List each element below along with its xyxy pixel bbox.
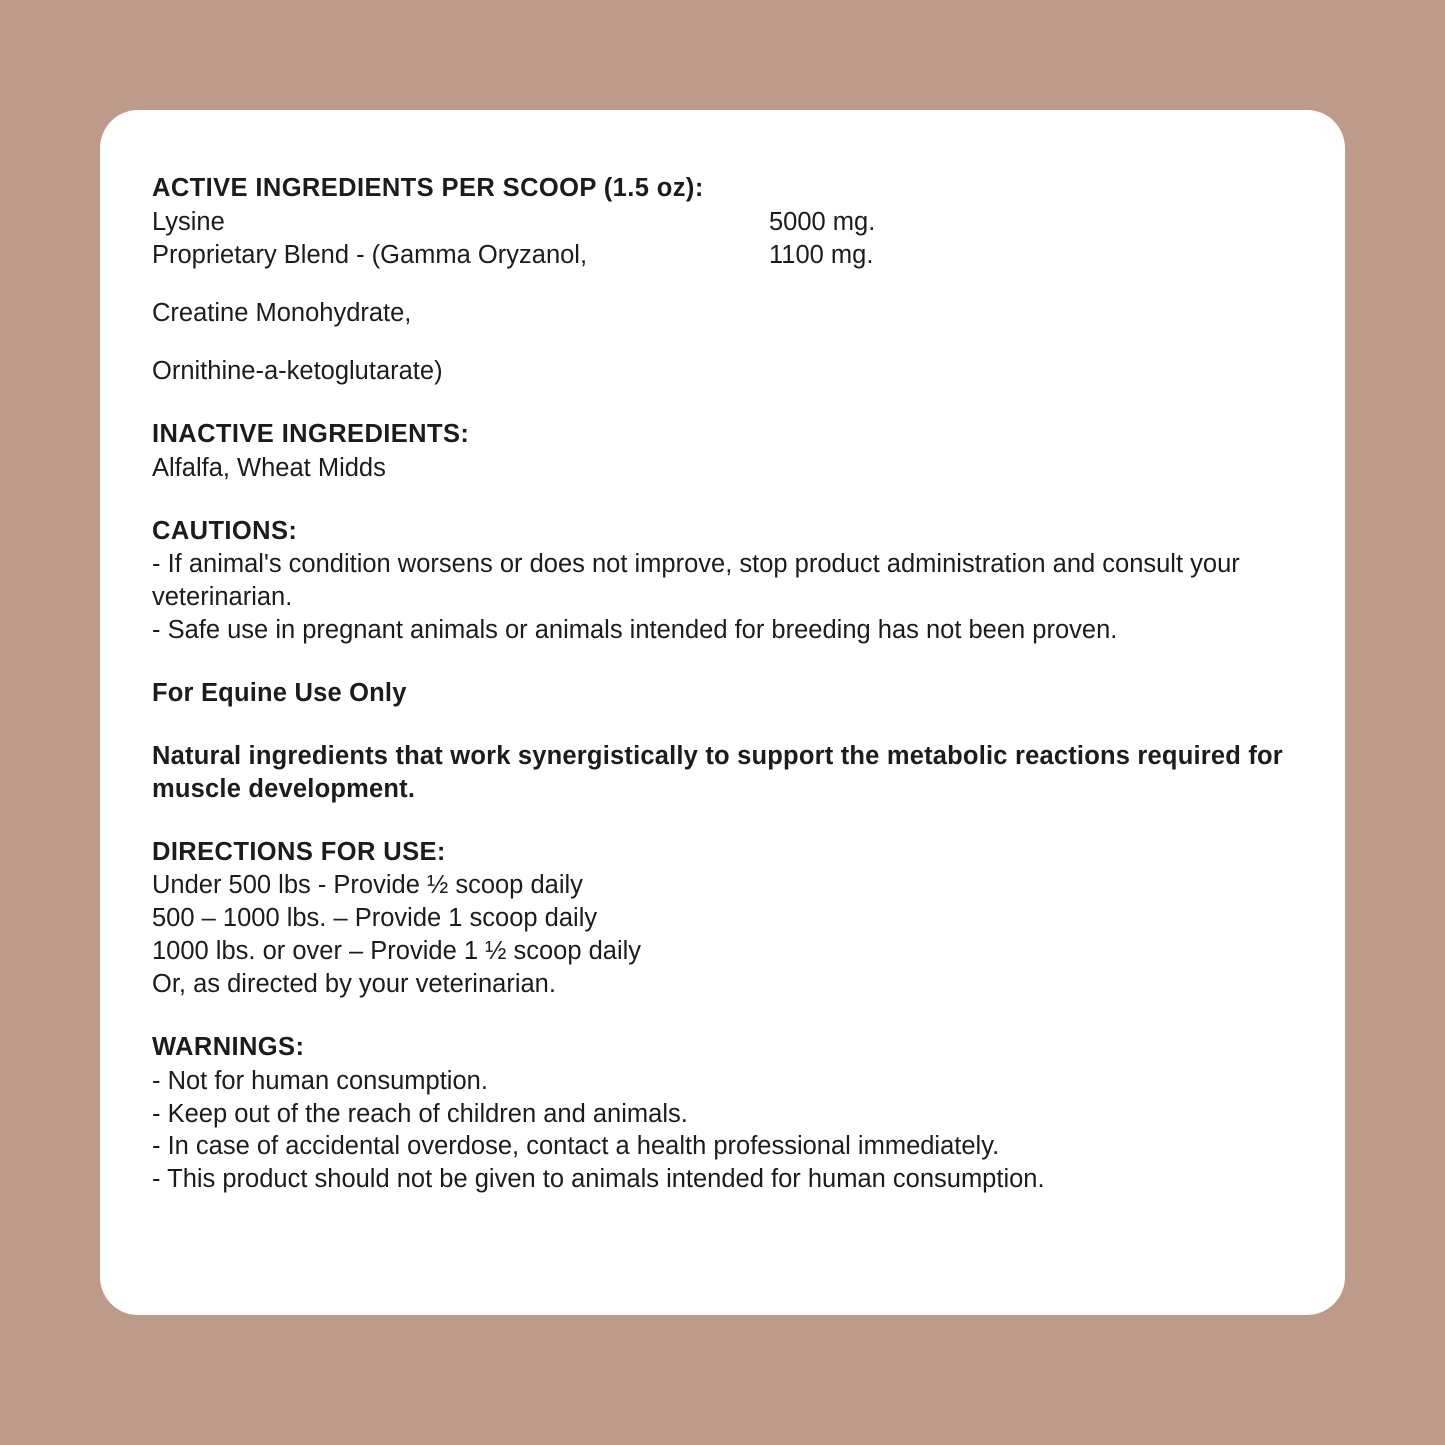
directions-line: Under 500 lbs - Provide ½ scoop daily [152,871,583,900]
ingredient-row [152,239,1305,272]
ingredient-continuation-line: Ornithine-a-ketoglutarate) [152,357,443,386]
caution-line: - Safe use in pregnant animals or animals intended for breeding has not been proven. [152,616,1118,645]
active-ingredients-heading: ACTIVE INGREDIENTS PER SCOOP (1.5 oz): [152,174,704,202]
directions-heading: DIRECTIONS FOR USE: [152,837,446,866]
ingredient-continuation-line: Creatine Monohydrate, [152,298,412,327]
cautions-heading: CAUTIONS: [152,516,298,545]
ingredient-name: Proprietary Blend - (Gamma Oryzanol, [152,240,588,269]
cautions-section [152,515,1305,647]
ingredient-amount: 1100 mg. [769,240,874,269]
inactive-ingredients-heading: INACTIVE INGREDIENTS: [152,420,470,449]
ingredient-row [152,206,1305,239]
directions-line: Or, as directed by your veterinarian. [152,970,556,999]
inactive-ingredients-text: Alfalfa, Wheat Midds [152,453,386,482]
active-ingredients-section [152,172,1305,388]
warning-line: - Not for human consumption. [152,1066,488,1095]
warnings-section [152,1031,1305,1196]
equine-use-note: For Equine Use Only [152,679,407,708]
equine-use-section [152,677,1305,710]
product-label-card [100,110,1345,1315]
directions-line: 500 – 1000 lbs. – Provide 1 scoop daily [152,904,598,933]
label-content [152,172,1305,1226]
ingredient-amount: 5000 mg. [769,207,876,236]
warnings-heading: WARNINGS: [152,1032,305,1061]
ingredient-name: Lysine [152,207,225,236]
warning-line: - In case of accidental overdose, contact a health professional immediately. [152,1132,1000,1161]
caution-line: - If animal's condition worsens or does not improve, stop product administration and consult your veterinarian. [152,550,1240,612]
product-claim-text: Natural ingredients that work synergistically to support the metabolic reactions required for muscle development. [152,741,1283,803]
warning-line: - This product should not be given to animals intended for human consumption. [152,1165,1045,1194]
warning-line: - Keep out of the reach of children and animals. [152,1099,688,1128]
product-claim-section [152,740,1305,806]
directions-line: 1000 lbs. or over – Provide 1 ½ scoop daily [152,937,642,966]
inactive-ingredients-section [152,418,1305,485]
directions-section [152,836,1305,1001]
